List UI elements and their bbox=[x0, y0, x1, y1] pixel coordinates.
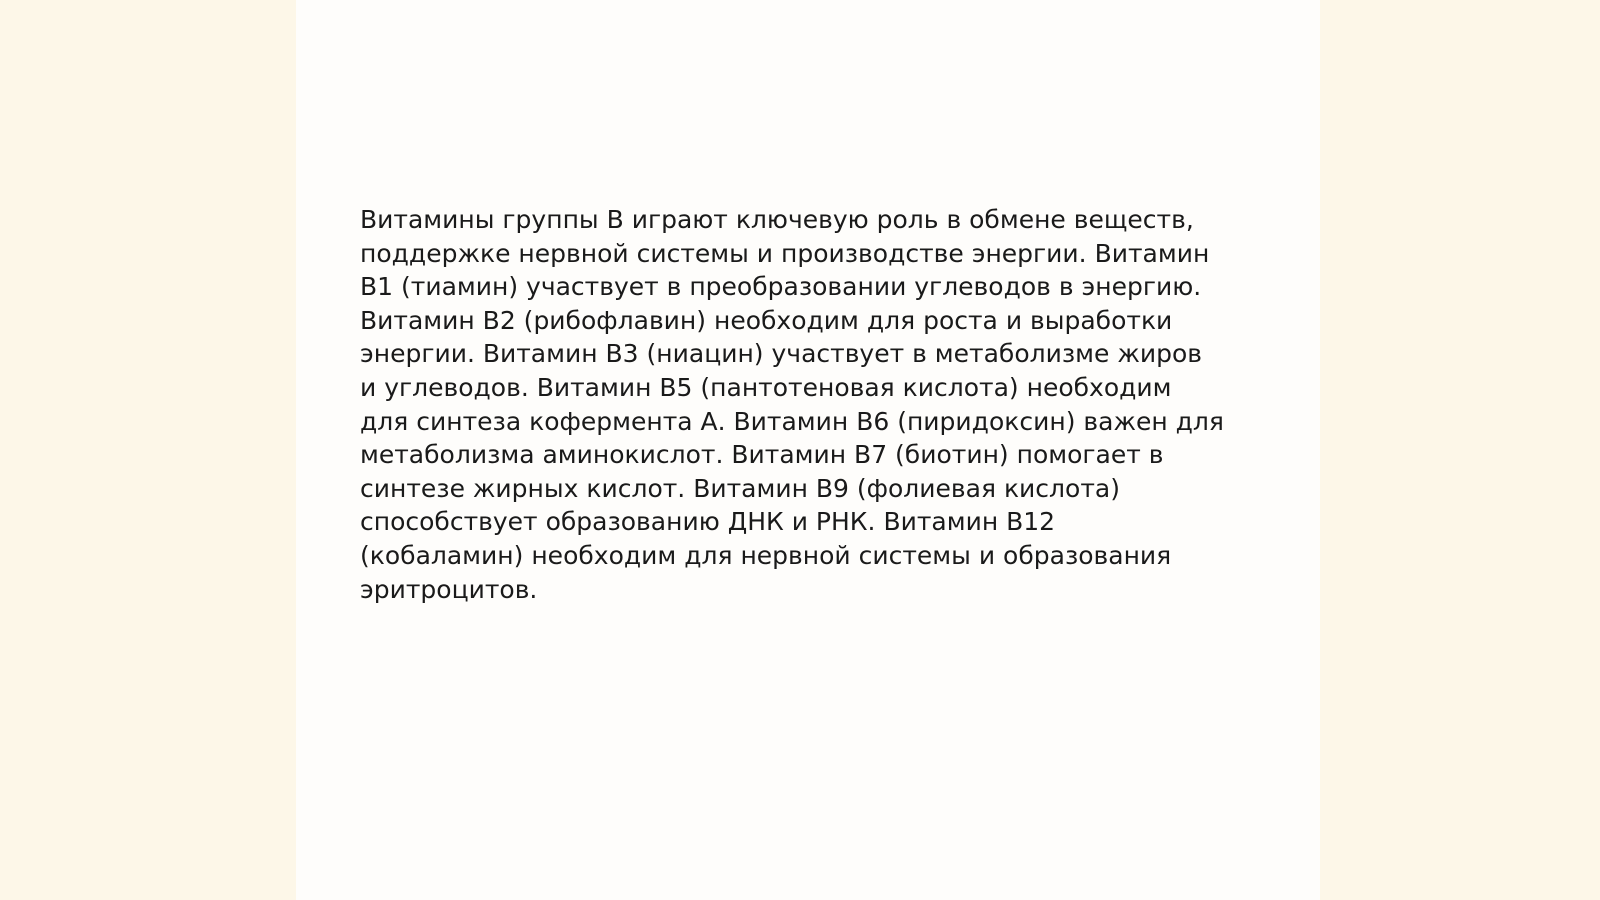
document-page bbox=[296, 0, 1320, 900]
body-paragraph: Витамины группы B играют ключевую роль в обмене веществ, поддержке нервной системы и производстве энергии. Витамин B1 (тиамин) участвует в преобразовании углеводов в энергию. Витамин B2 (рибофлавин) необходим для роста и выработки энергии. Витамин B3 (ниацин) участвует в метаболизме жиров и углеводов. Витамин B5 (пантотеновая кислота) необходим для синтеза кофермента А. Витамин B6 (пиридоксин) важен для метаболизма аминокислот. Витамин B7 (биотин) помогает в синтезе жирных кислот. Витамин B9 (фолиевая кислота) способствует образованию ДНК и РНК. Витамин B12 (кобаламин) необходим для нервной системы и образования эритроцитов. bbox=[360, 205, 1224, 604]
